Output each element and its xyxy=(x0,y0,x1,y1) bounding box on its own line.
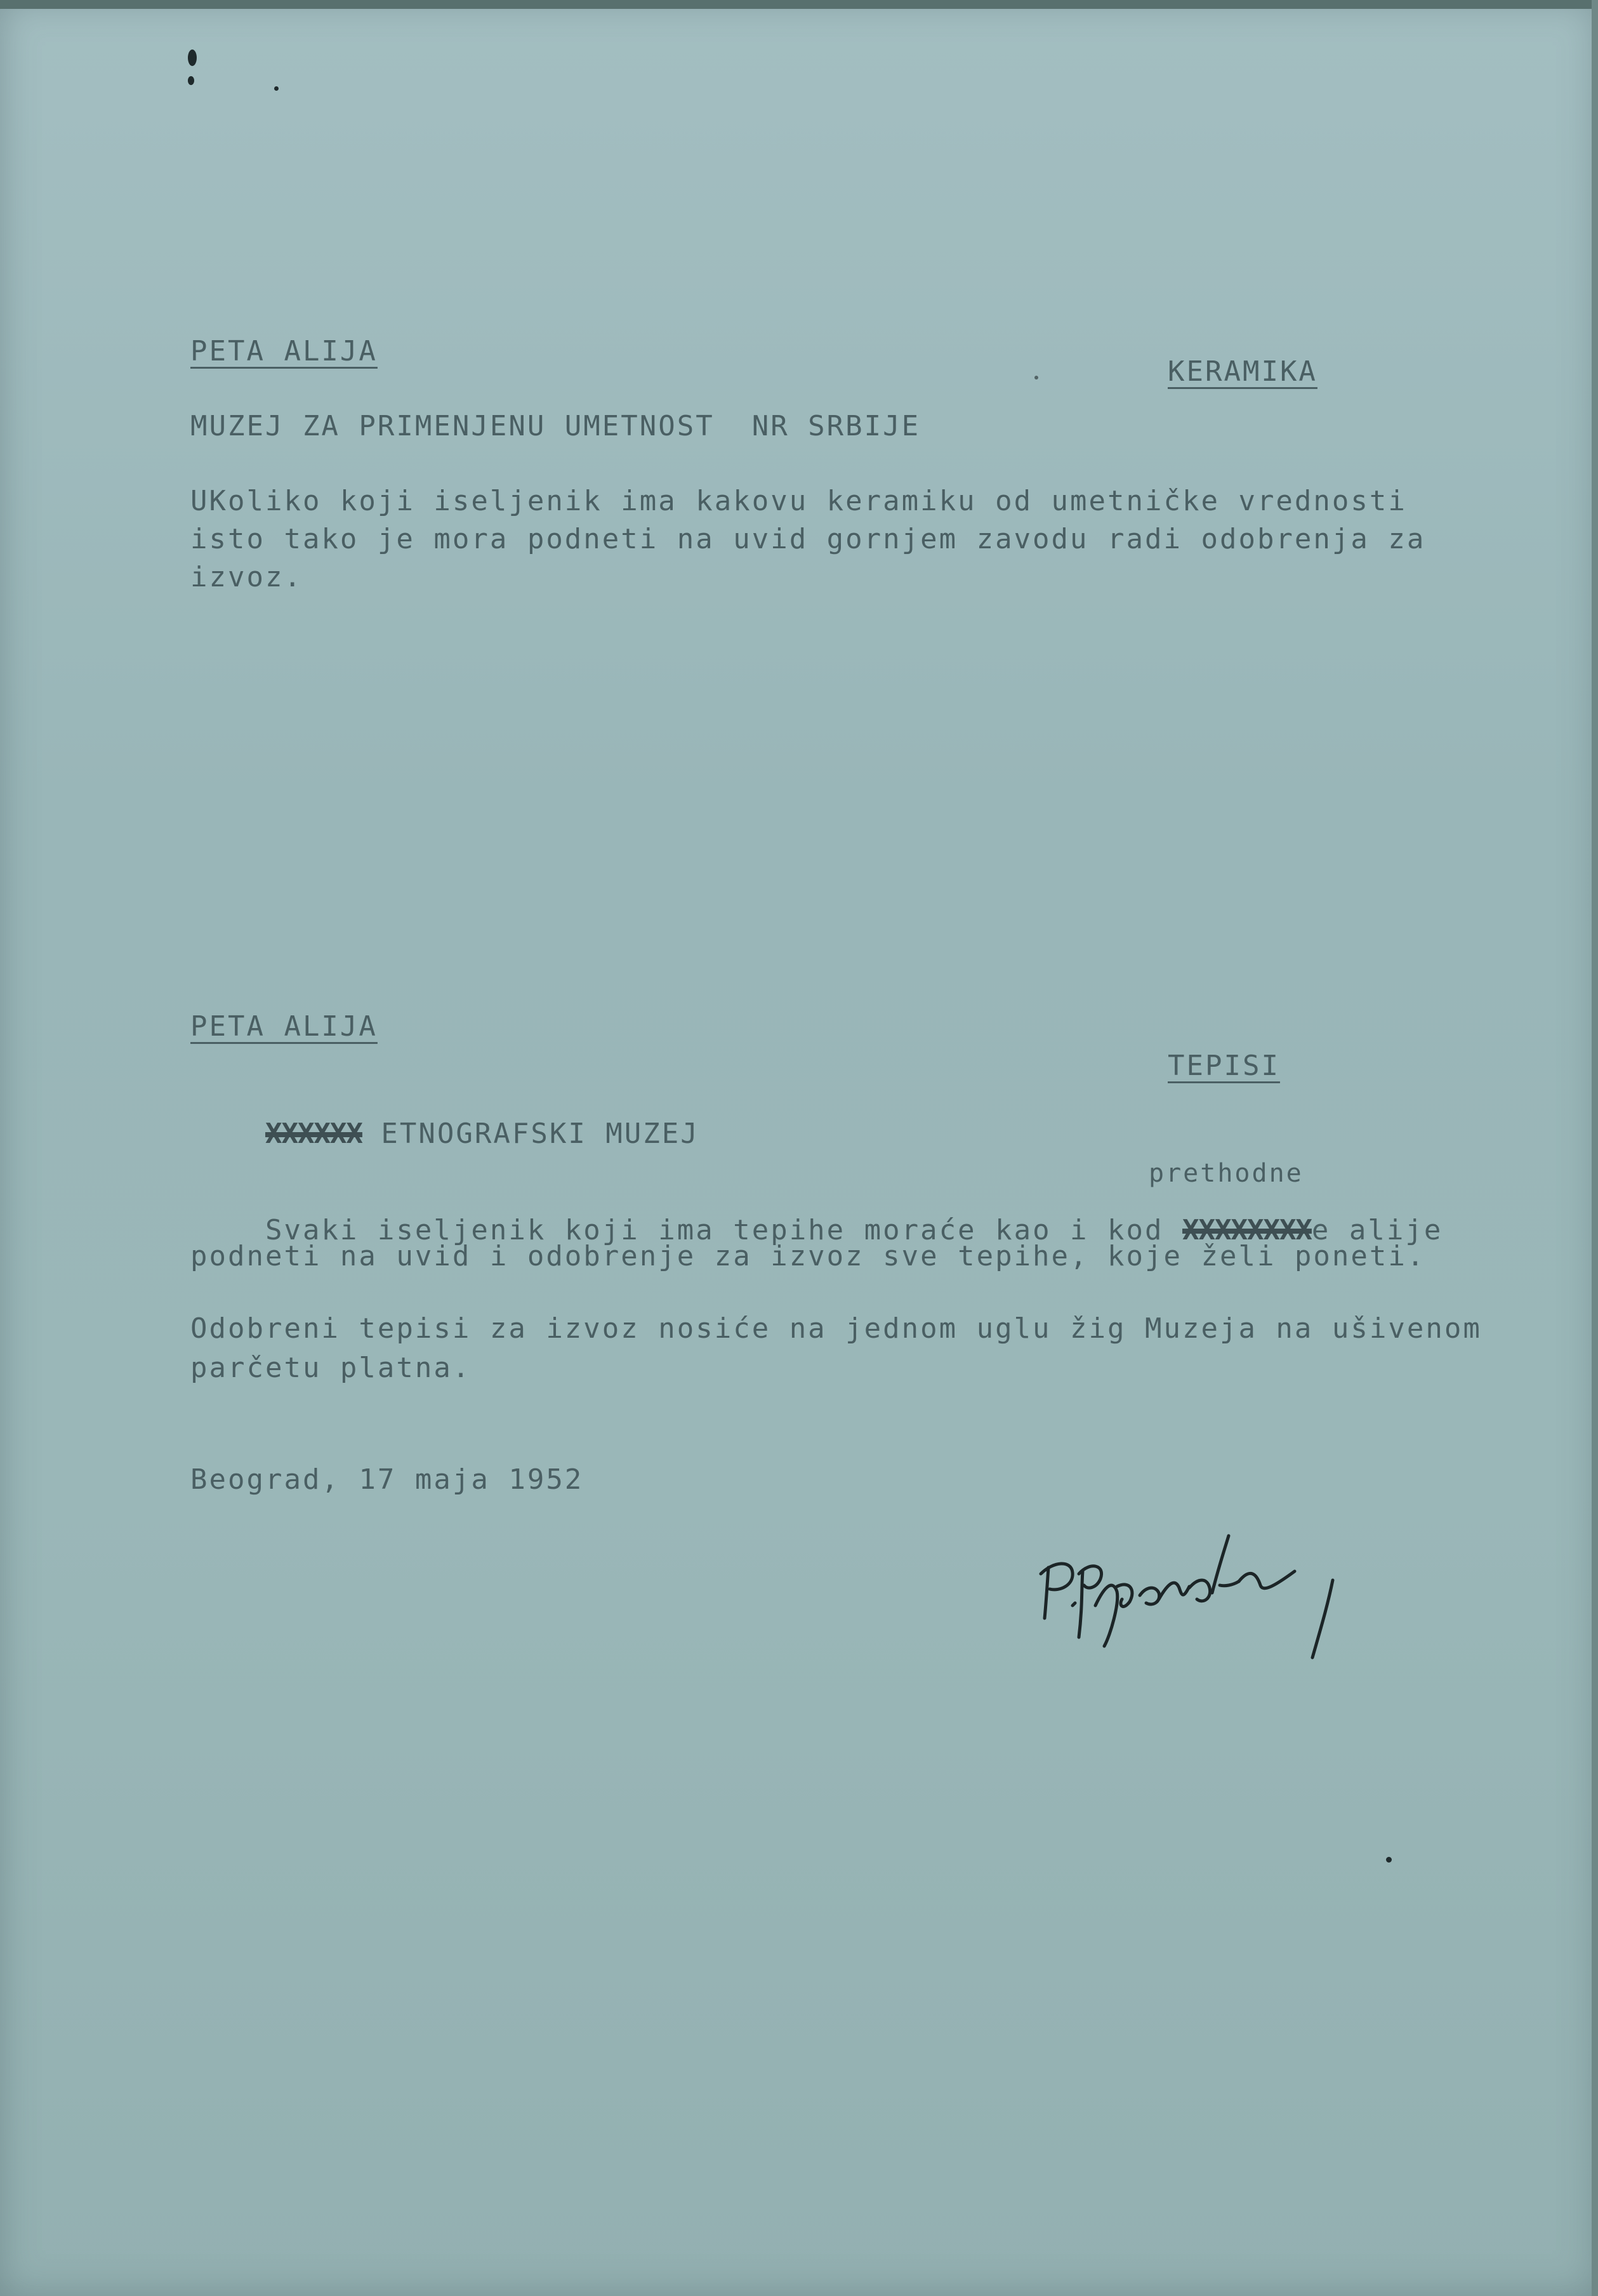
section1-body-line: UKoliko koji iseljenik ima kakovu keramiku od umetničke vrednosti xyxy=(190,485,1407,517)
section2-para2-line: Odobreni tepisi za izvoz nosiće na jednom uglu žig Muzeja na ušivenom xyxy=(190,1312,1482,1345)
section1-body-line: izvoz. xyxy=(190,561,303,593)
para1-end: e alije xyxy=(1311,1214,1443,1246)
struck-out-word: XXXXXXXX xyxy=(1182,1214,1312,1246)
section2-heading: PETA ALIJA xyxy=(190,1010,378,1043)
para1-start: Svaki iseljenik koji ima tepihe moraće kao i kod xyxy=(265,1214,1182,1246)
section2-institution: ETNOGRAFSKI MUZEJ xyxy=(362,1118,699,1150)
place-date: Beograd, 17 maja 1952 xyxy=(190,1463,584,1496)
section2-para2-line: parčetu platna. xyxy=(190,1352,472,1384)
section1-heading: PETA ALIJA xyxy=(190,335,378,367)
section1-category: KERAMIKA xyxy=(1168,355,1317,388)
handwritten-signature xyxy=(1034,1510,1364,1663)
section2-category: TEPISI xyxy=(1168,1050,1280,1082)
section1-institution: MUZEJ ZA PRIMENJENU UMETNOST NR SRBIJE xyxy=(190,410,921,442)
stray-dot xyxy=(1386,1857,1392,1863)
punch-mark xyxy=(274,86,279,91)
section2-institution-line xyxy=(190,1085,699,1182)
section1-body-line: isto tako je mora podneti na uvid gornjem zavodu radi odobrenja za xyxy=(190,523,1426,555)
paper-right-edge xyxy=(1592,0,1598,2296)
punch-mark xyxy=(188,49,197,66)
struck-out-word: XXXXXX xyxy=(265,1118,362,1150)
punch-mark xyxy=(188,76,194,85)
paper-top-edge xyxy=(0,0,1598,9)
typed-insertion: prethodne xyxy=(1149,1159,1304,1188)
stray-dot xyxy=(1034,376,1038,379)
section2-para1-line2: podneti na uvid i odobrenje za izvoz sve tepihe, koje želi poneti. xyxy=(190,1240,1426,1272)
